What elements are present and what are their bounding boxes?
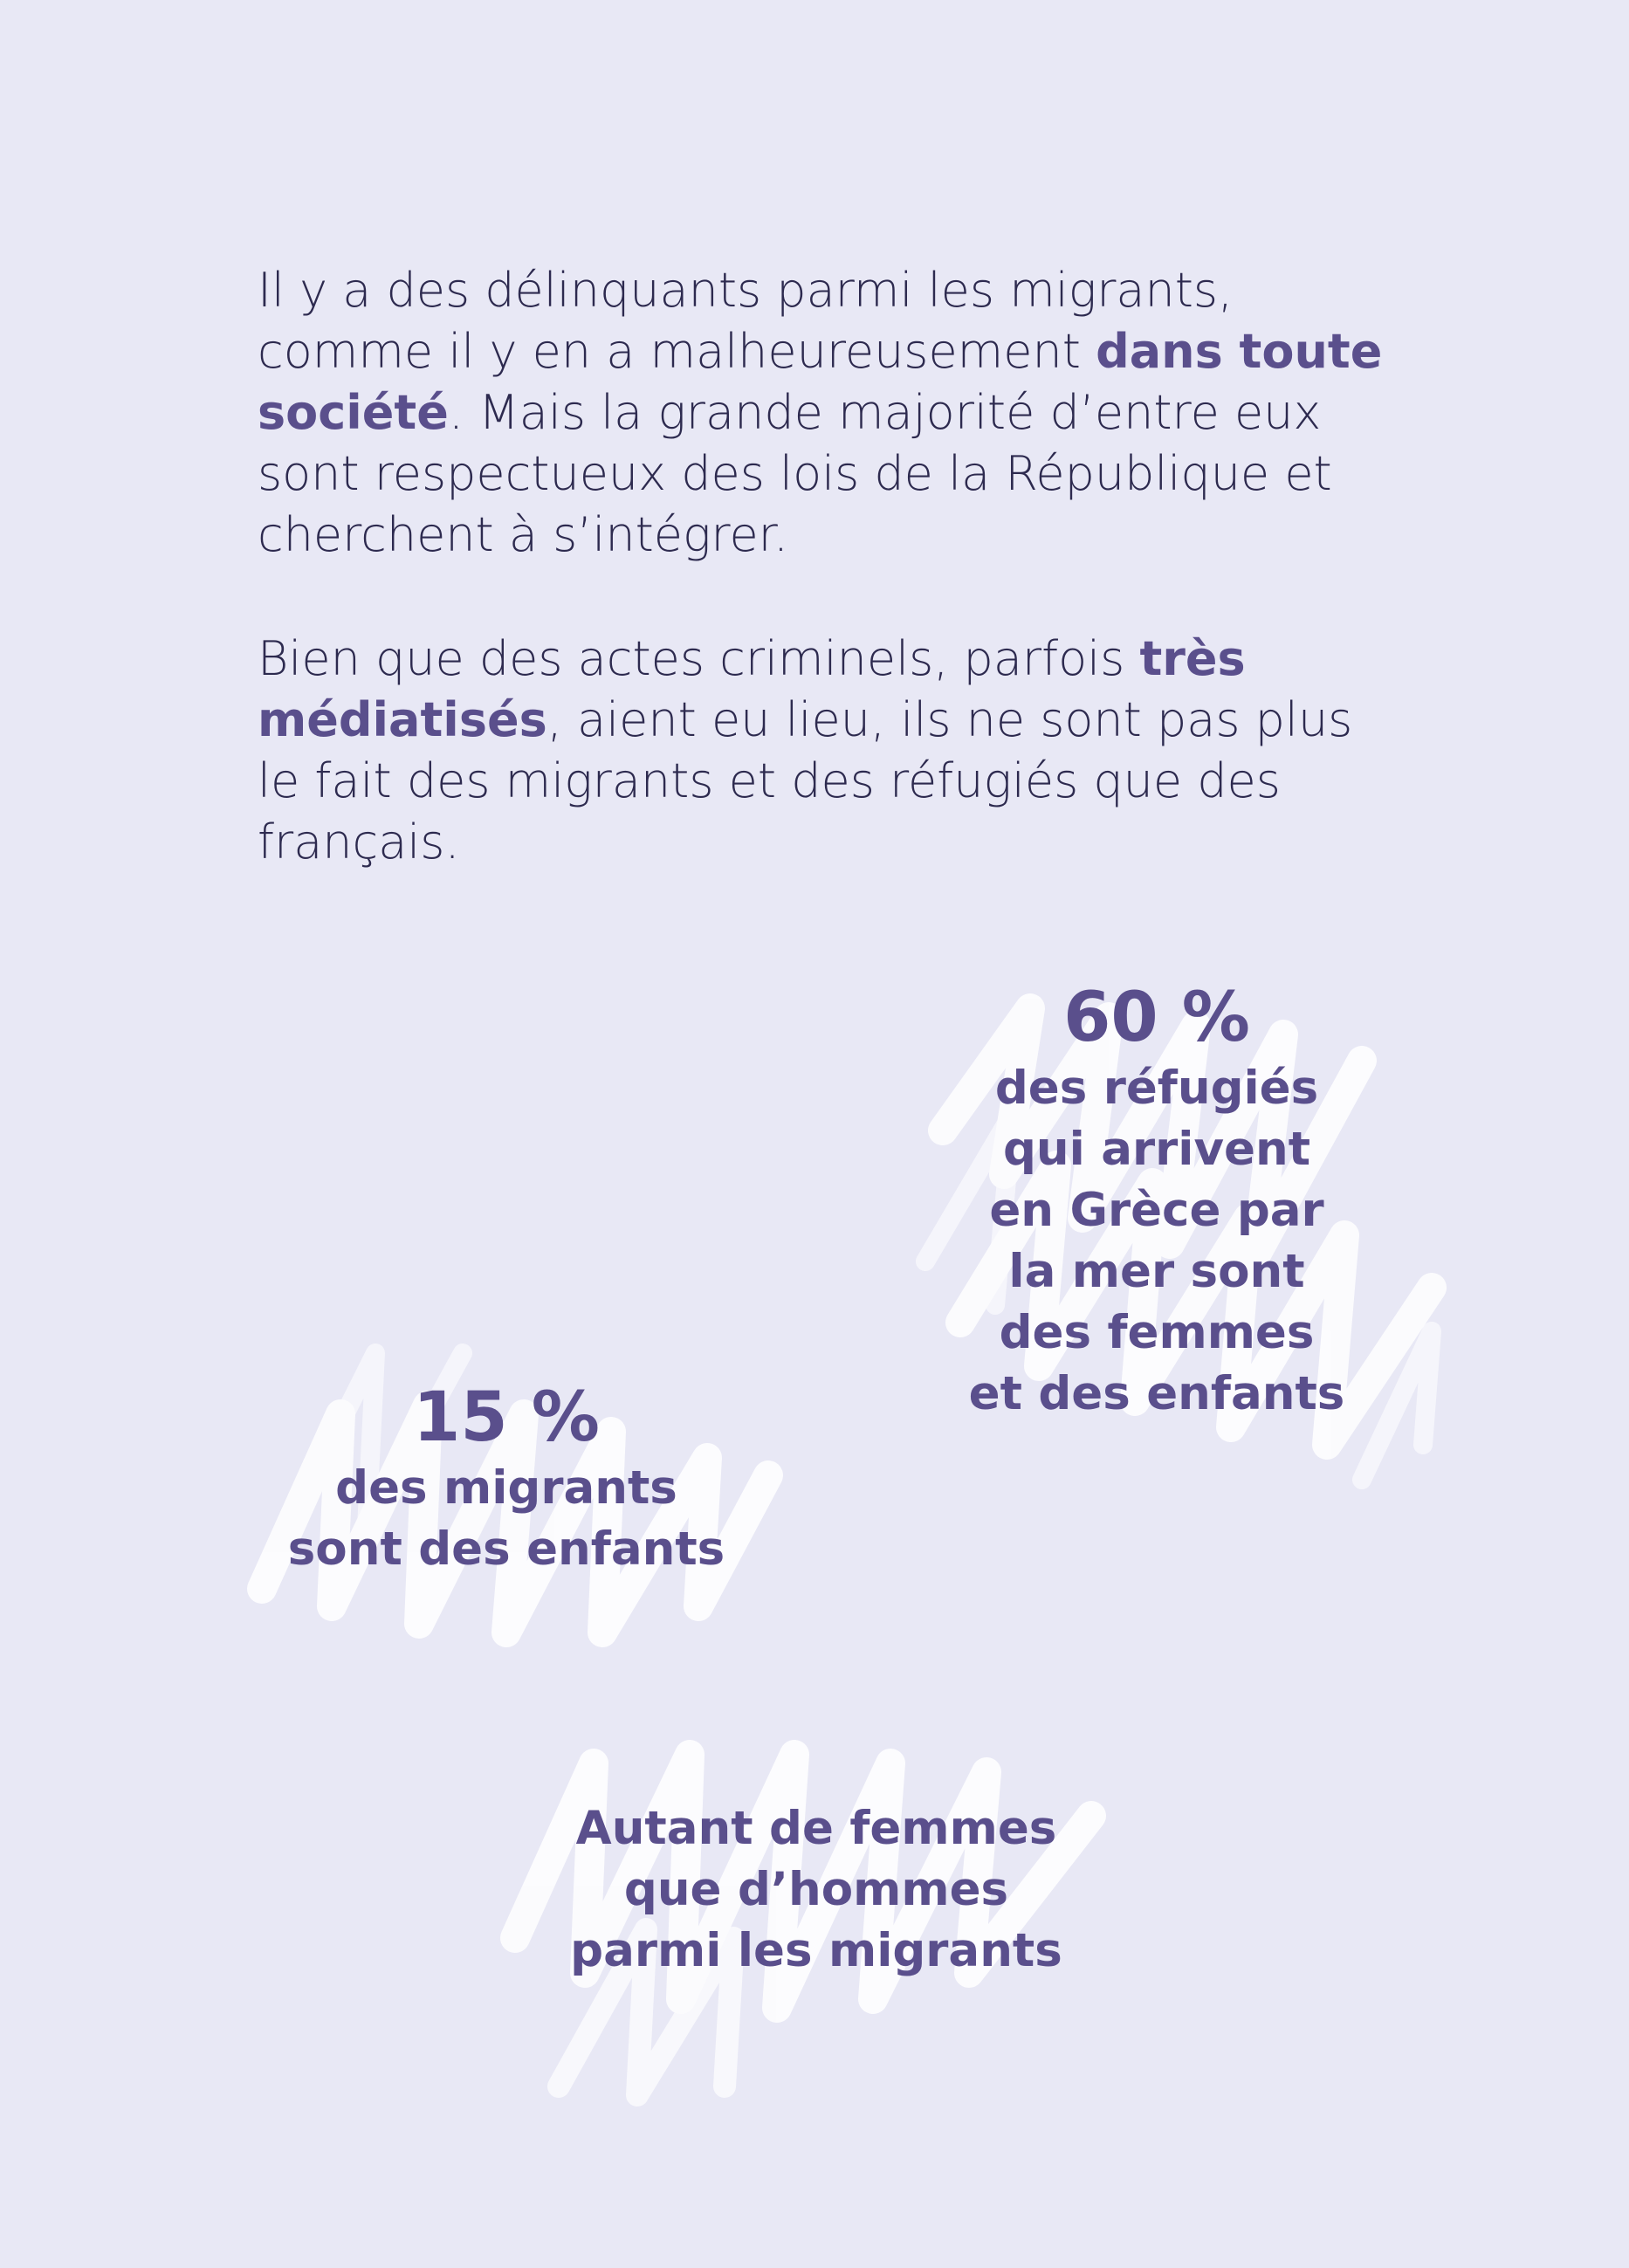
highlight-text: très médiatisés bbox=[258, 631, 1246, 747]
highlight-text: dans toute société bbox=[258, 324, 1383, 440]
stat-line: des réfugiés bbox=[994, 1062, 1319, 1115]
stat-line: la mer sont bbox=[1008, 1245, 1305, 1298]
paragraph-text: Il y a des délinquants parmi les migrants, comme il y en a malheureusement bbox=[258, 263, 1234, 379]
stat-line: parmi les migrants bbox=[570, 1924, 1062, 1977]
stat-figure: 60 % bbox=[1063, 979, 1250, 1057]
stat-figure: 15 % bbox=[413, 1378, 600, 1457]
paragraph-text: Bien que des actes criminels, parfois bbox=[258, 631, 1140, 686]
stat-line: des femmes bbox=[999, 1306, 1315, 1359]
crime-paragraph bbox=[258, 629, 1392, 873]
stat-line: que d’hommes bbox=[623, 1863, 1009, 1916]
stat-line: qui arrivent bbox=[1002, 1123, 1311, 1176]
stat-refugees-greece bbox=[934, 978, 1379, 1425]
stat-line: et des enfants bbox=[968, 1367, 1345, 1420]
stat-children bbox=[253, 1378, 760, 1580]
paragraph-text: . Mais la grande majorité d’entre eux sont respectueux des lois de la République et cherchent à s’intégrer. bbox=[258, 385, 1332, 562]
intro-paragraph bbox=[258, 260, 1392, 566]
stat-line: en Grèce par bbox=[989, 1184, 1324, 1237]
stat-line: Autant de femmes bbox=[575, 1802, 1057, 1855]
stat-line: des migrants bbox=[335, 1461, 677, 1515]
stat-line: sont des enfants bbox=[287, 1522, 725, 1576]
stat-gender-parity bbox=[550, 1798, 1083, 1982]
paragraph-text: , aient eu lieu, ils ne sont pas plus le fait des migrants et des réfugiés que des français. bbox=[258, 692, 1353, 869]
